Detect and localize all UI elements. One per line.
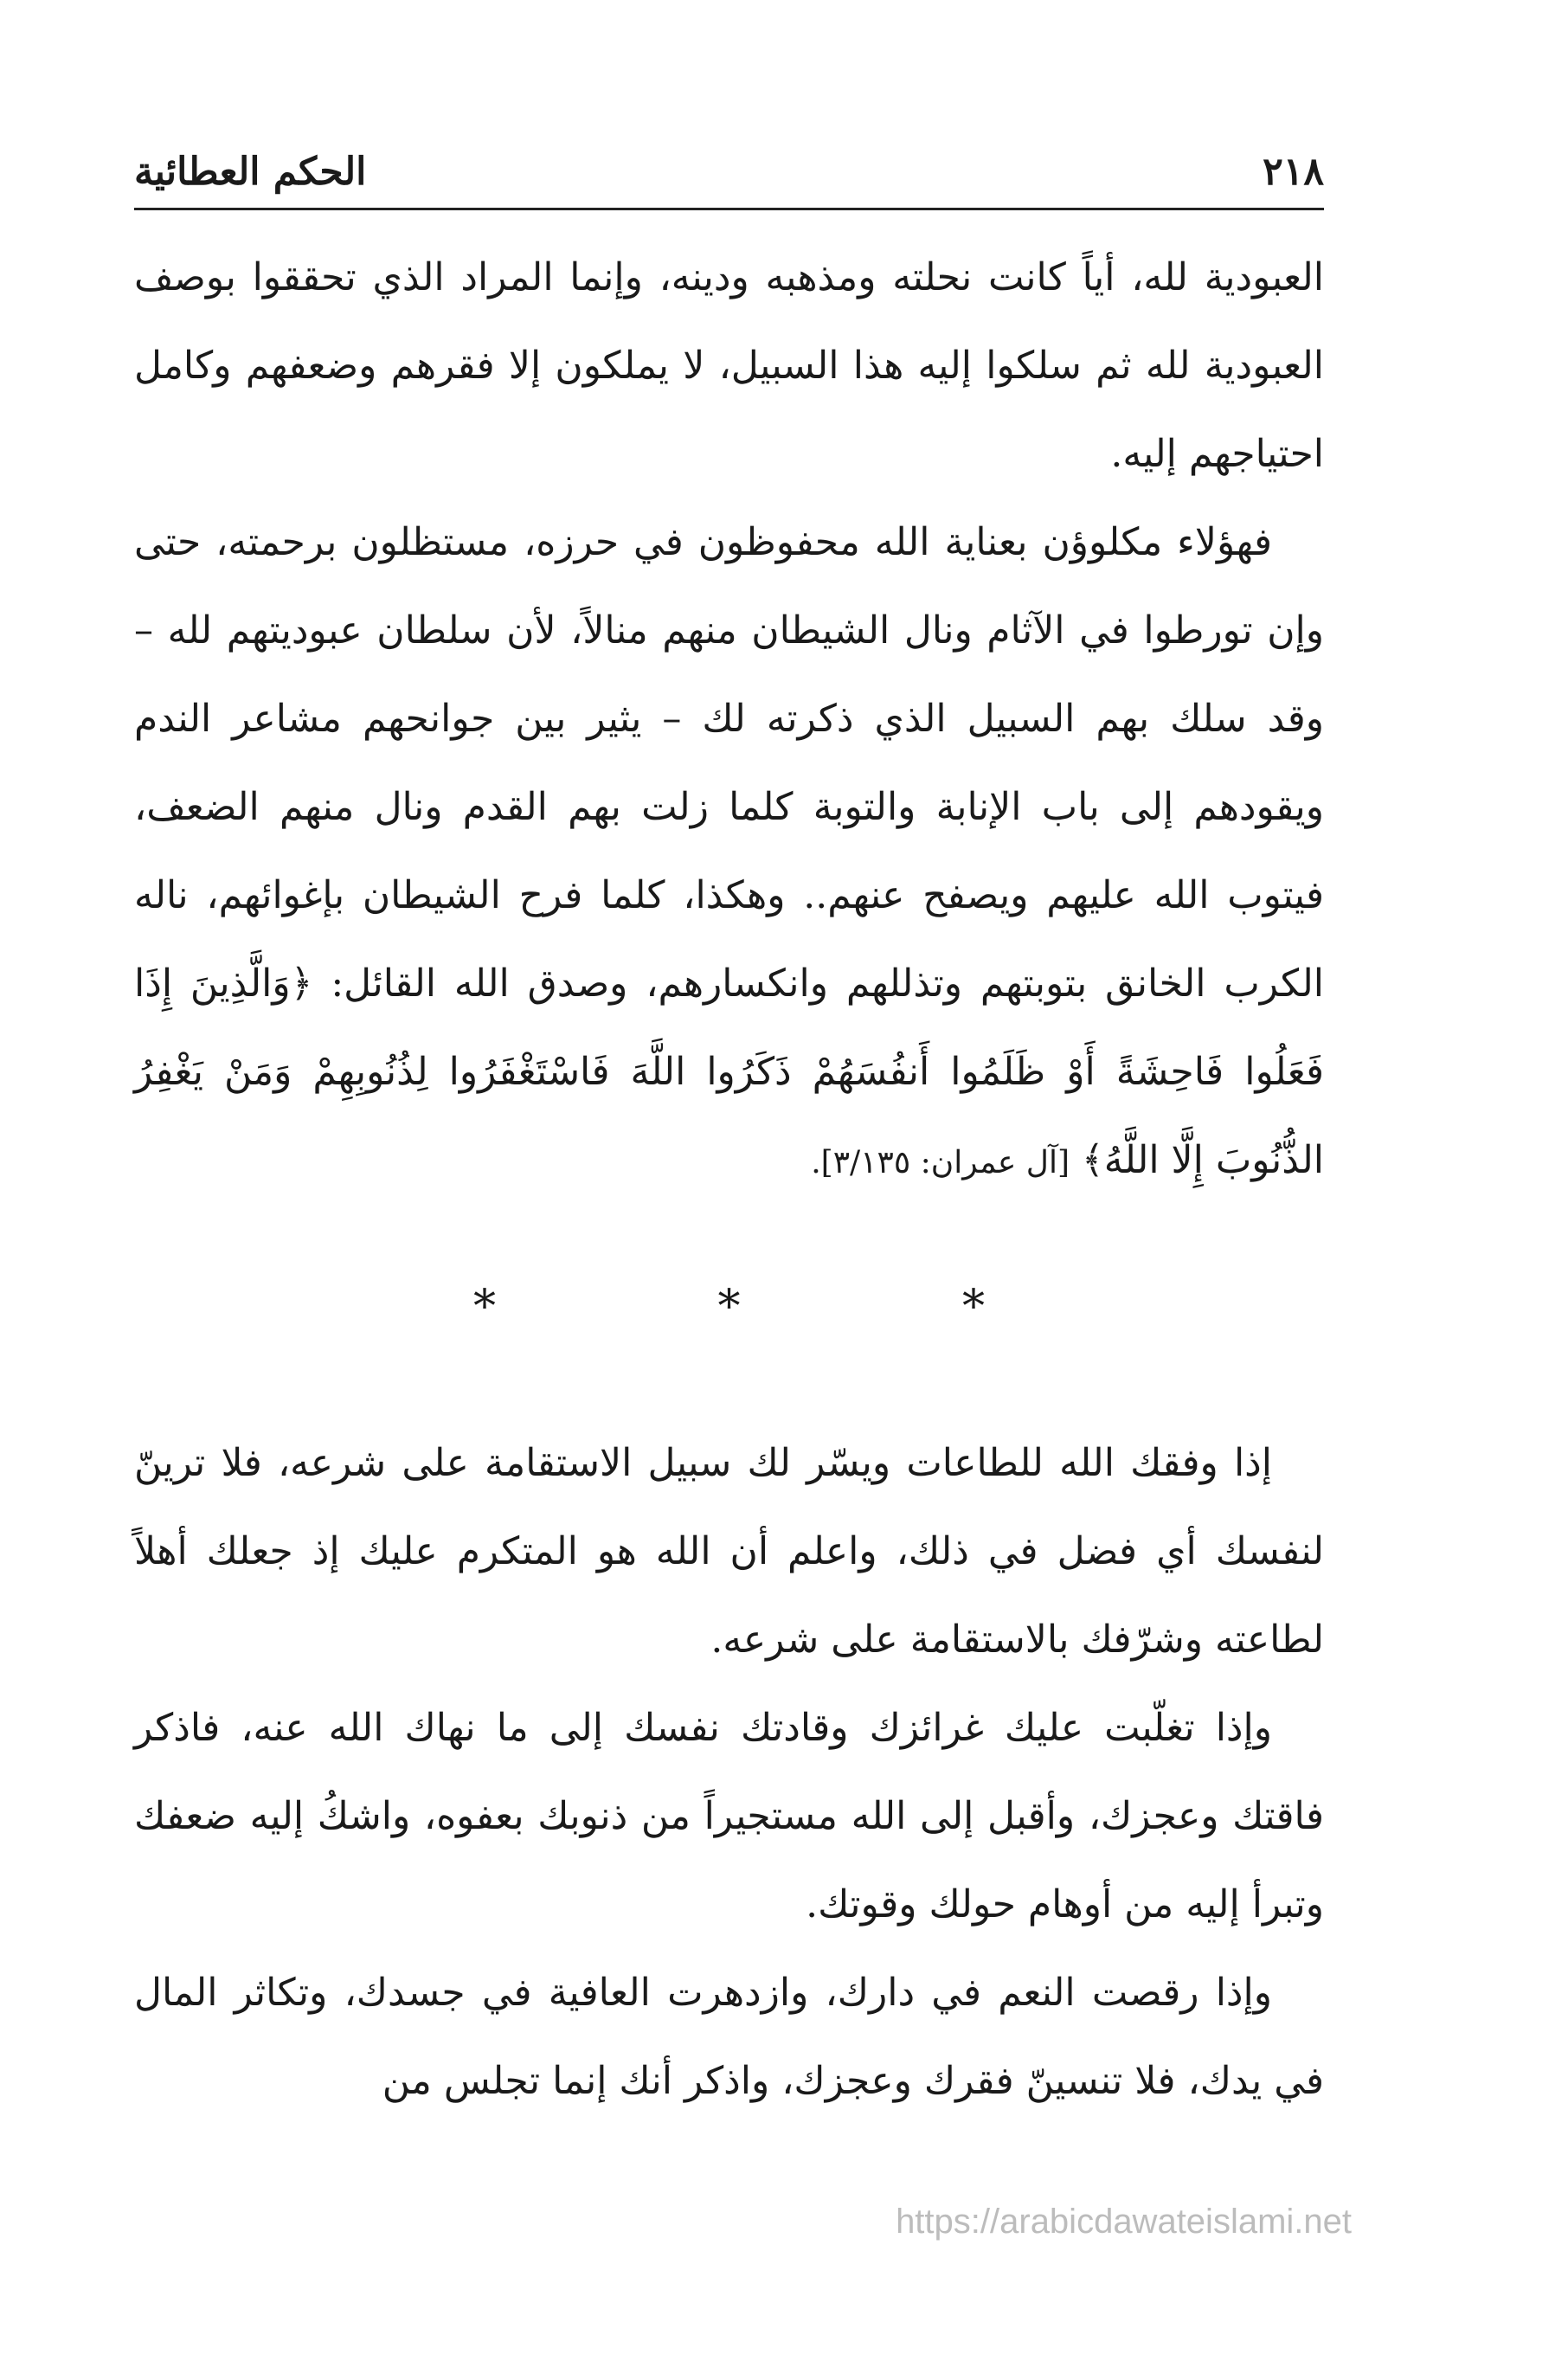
page-number: ٢١٨ [1263,150,1324,194]
watermark-url: https://arabicdawateislami.net [896,2203,1352,2241]
paragraph: إذا وفقك الله للطاعات ويسّر لك سبيل الاستقامة على شرعه، فلا ترينّ لنفسك أي فضل في ذلك، واعلم أن الله هو المتكرم عليك إذ جعلك أهلاً لطاعته وشرّفك بالاستقامة على شرعه. [134,1441,1324,1662]
running-title: الحكم العطائية [134,150,367,194]
section-separator: * * * [472,1281,1089,1333]
paragraph: العبودية لله، أياً كانت نحلته ومذهبه ودينه، وإنما المراد الذي تحققوا بوصف العبودية لله ثم سلكوا إليه هذا السبيل، لا يملكون إلا فقرهم وضعفهم وكامل احتياجهم إليه. [134,255,1324,476]
text-block-bottom [134,1419,1324,2126]
paragraph-with-quran-verse [134,498,1324,1207]
paragraph: وإذا تغلّبت عليك غرائزك وقادتك نفسك إلى ما نهاك الله عنه، فاذكر فاقتك وعجزك، وأقبل إلى الله مستجيراً من ذنوبك بعفوه، واشكُ إليه ضعفك وتبرأ إليه من أوهام حولك وقوتك. [134,1706,1324,1926]
text-block-top [134,234,1324,1207]
paragraph-text: فهؤلاء مكلوؤن بعناية الله محفوظون في حرزه، مستظلون برحمته، حتى وإن تورطوا في الآثام ونال الشيطان منهم منالاً، لأن سلطان عبوديتهم لله – وقد سلك بهم السبيل الذي ذكرته لك – يثير بين جوانحهم مشاعر الندم ويقودهم إلى باب الإنابة والتوبة كلما زلت بهم القدم ونال منهم الضعف، فيتوب الله عليهم ويصفح عنهم.. وهكذا، كلما فرح الشيطان بإغوائهم، ناله الكرب الخانق بتوبتهم وتذللهم وانكسارهم، وصدق الله القائل: ﴿وَالَّذِينَ إِذَا فَعَلُوا فَاحِشَةً أَوْ ظَلَمُوا أَنفُسَهُمْ ذَكَرُوا اللَّهَ فَاسْتَغْفَرُوا لِذُنُوبِهِمْ وَمَنْ يَغْفِرُ الذُّنُوبَ إِلَّا اللَّهُ﴾ [134,520,1324,1182]
page-header [134,143,1324,210]
paragraph: وإذا رقصت النعم في دارك، وازدهرت العافية في جسدك، وتكاثر المال في يدك، فلا تنسينّ فقرك وعجزك، واذكر أنك إنما تجلس من [134,1971,1324,2103]
verse-citation: [آل عمران: ٣/١٣٥]. [811,1145,1070,1180]
